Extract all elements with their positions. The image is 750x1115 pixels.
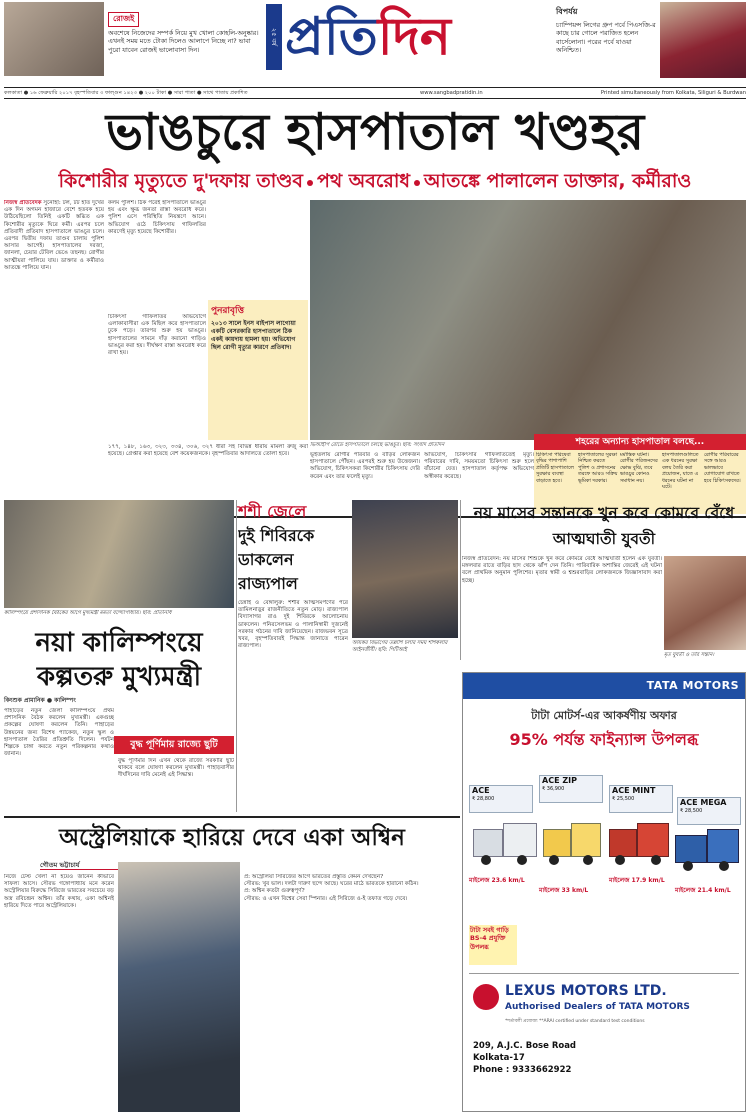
year-badge: ২৫ বর্ষ	[266, 4, 282, 70]
truck-image-ace	[473, 823, 539, 867]
model-price: ₹ 28,800	[472, 795, 495, 802]
lead-subhead	[4, 166, 746, 196]
sports-qa: প্র: অস্ট্রেলিয়া সিরিজের আগে ভারতের প্রস্তুতি কেমন দেখছেন? সৌরভ: খুব ভাল। দলটা দারুণ ছন্দে আছে। ঘরের মাঠে ভারতকে হারানো কঠিন। প্র: অশ্বিন কতটা গুরুত্বপূর্ণ? সৌরভ: ও এখন বিশ্বের সেরা স্পিনার। এই সিরিজে ও-ই তফাত গড়ে দেবে।	[244, 874, 419, 902]
sidebar-item: হাসপাতালগুলিতে এক ধরনের সুরক্ষা বলয় তৈরি করা প্রয়োজন, যাতে এ ধরনের ঘটনা না ঘটে।	[662, 452, 699, 491]
lead-headline[interactable]: ভাঙচুরে হাসপাতাল খণ্ডহর	[105, 103, 645, 161]
dealer-name: LEXUS MOTORS LTD.	[505, 983, 667, 999]
model-name: ACE ZIP	[542, 776, 577, 785]
kalimpong-headline[interactable]	[4, 626, 234, 694]
masthead-rule	[4, 87, 746, 88]
lexus-logo-icon	[473, 984, 499, 1010]
spec-box: মাইলেজ 17.9 km/L	[609, 877, 665, 884]
sidebar-item: মর্মান্তিক ঘটনা। রোগীর পরিজনদের ক্ষোভ বুঝি, তবে ভাঙচুর কোনও সমাধান নয়।	[620, 452, 658, 484]
model-tag-ace-zip	[539, 775, 603, 803]
model-tag-ace	[469, 785, 533, 813]
sports-byline: গৌতম ভট্টাচার্য	[40, 860, 160, 870]
model-price: ₹ 28,500	[680, 807, 703, 814]
lead-column-6: অভিযোগ, চিকিৎসার গাফিলতিতেই মৃত্যু। পরিবারের দাবি, সময়মতো চিকিৎসা শুরু হলে বাঁচানো যেত। হাসপাতাল কর্তৃপক্ষ অভিযোগ অস্বীকার করেছে।	[424, 452, 534, 480]
newspaper-logo[interactable]	[285, 0, 525, 74]
spec-box: মাইলেজ 21.4 km/L	[675, 887, 731, 894]
nine-month-body: নিজস্ব প্রতিবেদন: নয় মাসের শিশুকে খুন করে কোমরে বেঁধে আত্মঘাতী হলেন এক যুবতী। মঙ্গলবার রাতে বাড়ির ছাদ থেকে ঝাঁপ দেন তিনি। পারিবারিক অশান্তির জেরেই এই ঘটনা বলে প্রাথমিক অনুমান পুলিশের। মৃতার স্বামী ও শ্বশুরবাড়ির লোকজনকে জিজ্ঞাসাবাদ করা হচ্ছে।	[462, 556, 662, 584]
shashi-body: চেন্নাই ও বেঙ্গালুরু: শশীর আত্মসমর্পণের পরে তামিলনাড়ুর রাজনীতিতে নতুন মোড়। রাজ্যপাল বিদ্যাসাগর রাও দুই শিবিরকে আলোচনায় ডাকলেন। পনিরসেলভম ও পালানিস্বামী দুজনেই সরকার গঠনের দাবি জানিয়েছেন। রাজভবন সূত্রে খবর, বৃহস্পতিবারই সিদ্ধান্ত জানাতে পারেন রাজ্যপাল।	[238, 600, 348, 650]
model-price: ₹ 36,900	[542, 785, 565, 792]
sidebar-item: হাসপাতালের সুরক্ষা নিশ্চিত করতে পুলিশ ও প্রশাসনের তরফে আরও সক্রিয় ভূমিকা দরকার।	[578, 452, 618, 484]
buddha-purnima-banner: বুদ্ধ পূর্ণিমায় রাজ্যে ছুটি	[114, 736, 234, 754]
dealer-address: 209, A.J.C. Bose Road	[473, 1041, 577, 1051]
dateline: কলকাতা ● ১৬ ফেব্রুয়ারি ২০১৭ বৃহস্পতিবার ৩ ফাল্গুন ১৪২৩ ● ২০০ টাকা ● সারা পাতা ● সাথে পাতায় প্রকাশিত	[4, 90, 248, 96]
shashi-headline-red[interactable]: শশী জেলে	[238, 502, 307, 521]
spec-box: মাইলেজ 23.6 km/L	[469, 877, 525, 884]
website-link[interactable]: www.sangbadpratidin.in	[420, 90, 483, 96]
lead-column-2: কলম পুলিশ। ঠিক পরেই হাসপাতালে ভাঙচুর হয় এবং ক্ষুব্ধ জনতা রাস্তা অবরোধ করে। পুলিশ এসে পরিস্থিতি নিয়ন্ত্রণে আনে। অভিযোগ ওঠে চিকিৎসায় গাফিলতির কারণেই মৃত্যু হয়েছে কিশোরীর।	[108, 200, 206, 235]
ad-offer-line: টাটা মোটর্স-এর আকর্ষণীয় অফার	[531, 709, 677, 722]
col-rule-2	[460, 500, 461, 660]
celebrity-photo	[4, 2, 104, 76]
dealer-sub: Authorised Dealers of TATA MOTORS	[505, 1002, 690, 1012]
left-teaser[interactable]	[108, 6, 263, 74]
model-tag-ace-mega	[677, 797, 741, 825]
shashi-photo	[352, 500, 458, 638]
kalimpong-photo	[4, 500, 234, 608]
recurrence-body: ২০১৩ সালে ইনস বাইপাস লাগোয়া একটি বেসরকারি হাসপাতালে ঠিক একই কায়দায় হামলা হয়। অভিযোগ ছিল রোগী মৃত্যুর কারণে প্রতিবাদ।	[211, 320, 296, 351]
col-rule-1	[236, 500, 237, 812]
truck-image-ace-zip	[543, 821, 603, 867]
lead-column-1	[4, 200, 104, 512]
dealer-city: Kolkata-17	[473, 1053, 525, 1063]
logo-part-1: প্রতি	[285, 7, 378, 67]
right-teaser-text: চ্যাম্পিয়ন্স লিগের গ্রুপ পর্বে পিএসজি-র কাছে চার গোলে পরাজিত হলেন বার্সেলোনা। পরের পর্বে যাওয়া অনিশ্চিত।	[556, 21, 656, 55]
lead-photo-caption: ভিআইপি রোডে হাসপাতালে চলছে ভাঙচুর। ছবি: সংবাদ প্রতিদিন	[310, 442, 445, 448]
sidebar-item: চিকিৎসা পরিষেবা বৃদ্ধির পাশাপাশি প্রতিটি হাসপাতালে সুরক্ষার ব্যবস্থা বাড়াতে হবে।	[536, 452, 574, 484]
printed-note: Printed simultaneously from Kolkata, Siliguri & Burdwan	[600, 90, 746, 96]
model-name: ACE MINT	[612, 786, 656, 795]
logo-part-2: দিন	[377, 7, 451, 67]
right-teaser[interactable]	[556, 6, 656, 74]
shashi-headline[interactable]: দুই শিবিরকে ডাকলেন রাজ্যপাল	[238, 526, 315, 593]
sports-body: নিজে টেস্ট খেলা না হয়েও জানেন কীভাবে সাফল্য আসে। সৌরভ গঙ্গোপাধ্যায় মনে করেন অস্ট্রেলিয়ার বিরুদ্ধে সিরিজে ভারতের সবচেয়ে বড় অস্ত্র রবিচন্দ্রন অশ্বিন। তাঁর কথায়, একা অশ্বিনই হারিয়ে দিতে পারে অস্ট্রেলিয়াকে।	[4, 874, 114, 909]
sports-divider	[4, 816, 460, 818]
lead-column-5: ভূইতলায় রোগীর পরিবার ও বাড়ির লোকজন হাসপাতালে পৌঁছন। এরপরই শুরু হয় উত্তেজনা। অভিযোগ, চিকিৎসকরা কিশোরীর চিকিৎসায় দেরি করেন এবং তার ফলেই মৃত্যু।	[310, 452, 420, 480]
truck-image-ace-mega	[675, 829, 741, 873]
bullet-icon	[307, 180, 313, 186]
recurrence-title: পুনরাবৃত্তি	[211, 306, 245, 316]
right-tag: বিপর্যয়	[556, 7, 578, 16]
bullet-icon	[414, 180, 420, 186]
dealer-box	[469, 973, 739, 1103]
sports-headline[interactable]: অস্ট্রেলিয়াকে হারিয়ে দেবে একা অশ্বিন	[59, 825, 405, 851]
sidebar-item: রোগীর পরিবারের সঙ্গে আরও ভালভাবে যোগাযোগ রাখতে হবে চিকিৎসকদের।	[704, 452, 741, 484]
masthead	[0, 0, 750, 84]
mother-child-photo	[664, 556, 746, 650]
nine-month-headline[interactable]: নয় মাসের সন্তানকে খুন করে কোমরে বেঁধে আত্মঘাতী যুবতী	[473, 504, 735, 548]
model-name: ACE MEGA	[680, 798, 727, 807]
model-name: ACE	[472, 786, 490, 795]
lead-photo	[310, 200, 746, 440]
footballer-photo	[660, 2, 746, 78]
kalimpong-headline-line2: কল্পতরু মুখ্যমন্ত্রী	[36, 662, 202, 692]
left-tag: রোজই	[108, 12, 139, 27]
lead-column-4: ১৭৭, ১৪৮, ১৬৩, ৩২৩, ৩৩৪, ৩০৬, ৩২৭ ধারা সহ বিভিন্ন ধারায় মামলা রুজু করা হয়েছে। গ্রেপ্তার করা হয়েছে বেশ কয়েকজনকে। বৃহস্পতিবার আদালতে তোলা হবে।	[108, 444, 308, 458]
kalimpong-caption: কালিম্পংয়ে প্রশাসনিক বৈঠকের আগে মুখ্যমন্ত্রী মমতা বন্দ্যোপাধ্যায়। ছবি: প্রতিনিধি	[4, 610, 172, 616]
model-tag-ace-mint	[609, 785, 673, 813]
dealer-disclaimer: *শর্তাবলী প্রযোজ্য **ARAI certified under standard test conditions	[505, 1019, 645, 1024]
kalimpong-body-2: বুদ্ধ পূর্ণিমার দিন এখন থেকে রাজ্যে সরকারি ছুটি থাকবে বলে ঘোষণা করলেন মুখ্যমন্ত্রী। পাহাড়বাসীর দীর্ঘদিনের দাবি মেনেই এই সিদ্ধান্ত।	[118, 758, 234, 779]
kalimpong-headline-line1: নয়া কালিম্পংয়ে	[35, 628, 203, 658]
kalimpong-byline: কিংশুক প্রামানিক ● কালিম্পং	[4, 697, 76, 704]
ad-header	[463, 673, 745, 699]
lead-body-1: সুনোহা: টল, টট হাত দুখের এক দিন অগমন হাজারে বেশে হতবক হয়ে উঠিয়েছিলো তিনিই একটি স্তব্ধিত এক কিশোরীর মৃত্যুকে ঘিরে কর্মী। এরপর চলে প্রতিবাদী প্রতিবাদ হাসপাতালে ভাঙচুর চলে। এরপর দ্বিতীয় দফায় তাণ্ডব চালায় পুলিশ আসার আগেই। হাসপাতালের দরজা, জানলা, চেয়ার টেবিল ভেঙে তছনছ। রোগীর আত্মীয়রা পালিয়ে যায়। ডাক্তার ও কর্মীরাও আতঙ্কে পালিয়ে যান।	[4, 200, 104, 271]
kalimpong-body: পাহাড়ের নতুন জেলা কালিম্পংয়ে প্রথম প্রশাসনিক বৈঠক করলেন মুখ্যমন্ত্রী। একগুচ্ছ প্রকল্পের ঘোষণা করলেন তিনি। পাহাড়ের উন্নয়নের জন্য বিশেষ প্যাকেজ, নতুন স্কুল ও হাসপাতাল তৈরির প্রতিশ্রুতি দিলেন। পর্যটন শিল্পকে চাঙ্গা করতে নতুন পরিকল্পনার কথাও জানান।	[4, 708, 114, 758]
subhead-part-3: আতঙ্কে পালালেন ডাক্তার, কর্মীরাও	[424, 170, 692, 192]
lead-column-3: চিকিৎসা গাফিলতির অভিযোগে এলাকাবাসীরা এক মিছিল করে হাসপাতালে ঢুকে পড়ে। তারপর শুরু হয় ভাঙচুর। হাসপাতালের সামনে দাঁড় করানো গাড়িও ভাঙচুর করা হয়। দীর্ঘক্ষণ রাস্তা অবরোধ করে রাখা হয়।	[108, 314, 206, 357]
model-price: ₹ 25,500	[612, 795, 635, 802]
dealer-phone[interactable]: Phone : 9333662922	[473, 1065, 572, 1075]
tata-advert[interactable]	[462, 672, 746, 1112]
lead-byline: নিজস্ব প্রতিবেদক	[4, 200, 42, 206]
left-teaser-text: অবশেষে নিজেদের সম্পর্ক নিয়ে মুখ খোলা কোহলি-অনুষ্কার। এখনই সময় মতে টোকা দিলেও আলাপে নিচ্ছে না? ভাবা পুরো যাবেন রোজই ভালোবাসা দিন।	[108, 29, 259, 54]
truck-image-ace-mint	[609, 823, 671, 867]
shashi-caption: আয়কর বিভাগের তল্লাশি চলার সময় শশিকলার আইনজীবী। ছবি: পিটিআই	[352, 640, 448, 653]
subhead-part-2: পথ অবরোধ	[316, 170, 411, 192]
bs4-note: টাটা সবই গাড়ি BS-4 প্রযুক্তি উপলব্ধ	[469, 925, 517, 965]
ad-offer-big: 95% পর্যন্ত ফাইন্যান্স উপলব্ধ	[509, 730, 699, 749]
dateline-rule	[4, 98, 746, 99]
recurrence-box	[208, 300, 308, 440]
spec-box: মাইলেজ 33 km/L	[539, 887, 589, 894]
mother-child-caption: মৃত যুবতী ও তাঁর সন্তান।	[664, 652, 715, 658]
sidebar-title: শহরের অন্যান্য হাসপাতাল বলছে...	[534, 434, 746, 450]
subhead-part-1: কিশোরীর মৃত্যুতে দু'দফায় তাণ্ডব	[58, 170, 303, 192]
tata-brand: TATA MOTORS	[646, 679, 739, 692]
sourav-photo	[118, 862, 240, 1112]
